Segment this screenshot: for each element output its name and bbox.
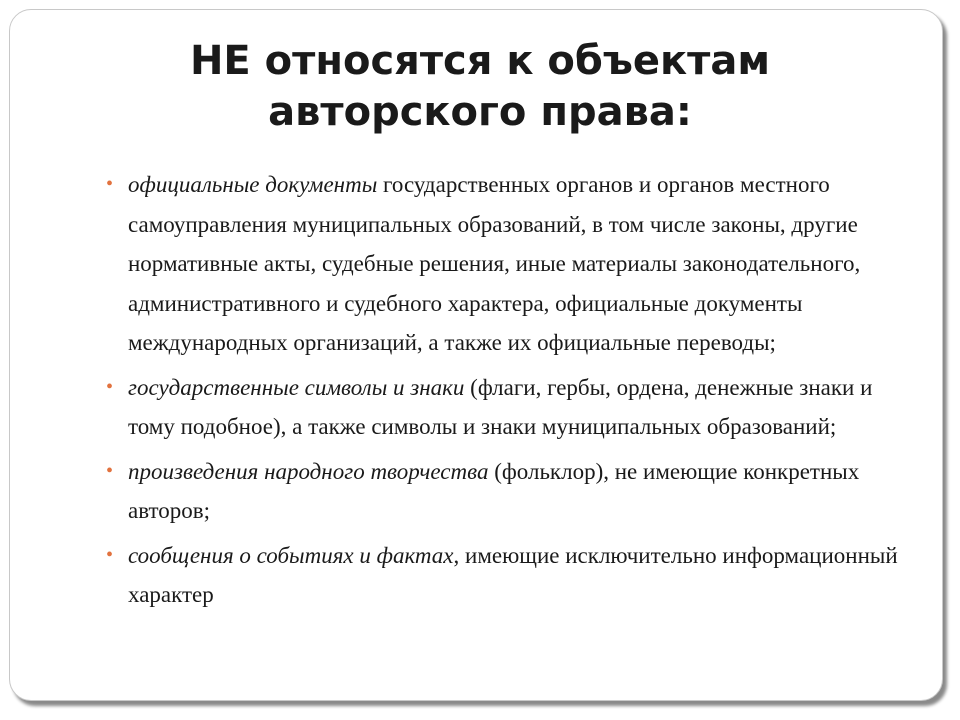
item-text: (фольклор), не имеющие конкретных авторов; bbox=[128, 458, 860, 523]
bullet-dot-icon: • bbox=[106, 173, 114, 195]
item-term: официальные документы bbox=[128, 172, 378, 197]
title-line-1: НЕ относятся к объектам bbox=[189, 38, 771, 84]
bullet-dot-icon: • bbox=[106, 375, 114, 398]
title-line-2: авторского права: bbox=[268, 89, 692, 135]
bullet-list bbox=[104, 165, 904, 620]
item-term: произведения народного творчества bbox=[128, 458, 489, 484]
list-item bbox=[104, 452, 904, 531]
item-text: государственных органов и органов местного самоуправления муниципальных образований, в том числе законы, другие нормативные акты, судебные решения, иные материалы законодательного, административного и судебного характера, официальные документы международных организаций, а также их официальные переводы; bbox=[128, 172, 861, 355]
item-text: (флаги, гербы, ордена, денежные знаки и тому подобное), а также символы и знаки муниципальных образований; bbox=[128, 374, 873, 439]
bullet-dot-icon: • bbox=[106, 459, 114, 482]
bullet-dot-icon: • bbox=[106, 543, 114, 566]
list-item bbox=[104, 536, 904, 615]
item-term: государственные символы и знаки bbox=[128, 374, 465, 400]
list-item bbox=[104, 165, 904, 363]
item-text: , имеющие исключительно информационный характер bbox=[128, 542, 898, 607]
slide-title bbox=[0, 36, 960, 138]
item-term: сообщения о событиях и фактах bbox=[128, 542, 454, 568]
list-item bbox=[104, 368, 904, 447]
